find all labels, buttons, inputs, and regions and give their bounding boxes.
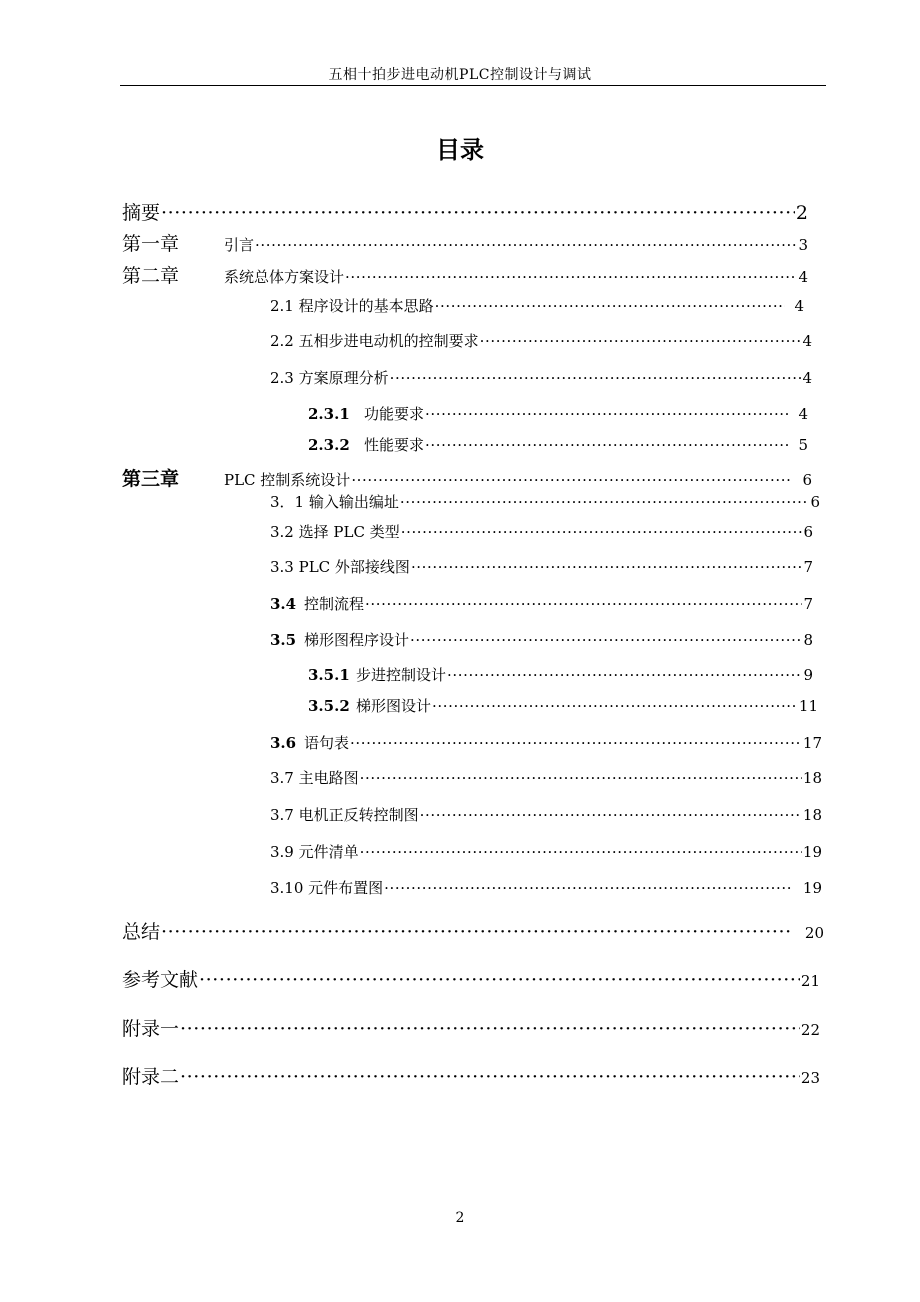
toc-entry-number: 第三章 [122,468,180,490]
toc-entry-appendix-2[interactable] [122,1062,820,1089]
toc-entry-label: 3.3 PLC 外部接线图 [270,558,410,576]
toc-entry-references[interactable] [122,965,820,992]
toc-entry-page: 7 [803,558,813,576]
toc-entry-3-4[interactable] [270,593,813,614]
toc-entry-2-3[interactable] [270,367,812,388]
toc-leader [350,734,802,752]
toc-entry-page: 4 [794,297,804,315]
toc-leader [432,697,798,715]
toc-entry-3-7-main-circuit[interactable] [270,767,822,788]
toc-leader [384,879,792,897]
toc-entry-label: 功能要求 [364,405,425,423]
toc-entry-page: 6 [810,493,820,511]
toc-entry-label: 3．1 输入输出编址 [270,493,399,511]
toc-leader [411,558,803,576]
toc-entry-number: 2.3.1 [308,405,350,423]
toc-entry-page: 23 [800,1069,820,1087]
toc-entry-2-2[interactable] [270,330,812,351]
toc-leader [360,843,802,861]
toc-entry-page: 2 [795,202,808,224]
toc-entry-page: 20 [804,924,824,942]
toc-leader [161,202,795,224]
toc-entry-appendix-1[interactable] [122,1014,820,1041]
toc-leader [180,1066,800,1088]
toc-entry-2-1[interactable] [270,295,804,316]
toc-entry-number: 3.5 [270,631,297,649]
toc-leader [390,369,802,387]
toc-entry-3-5[interactable] [270,629,813,650]
toc-entry-2-3-1[interactable] [308,403,808,424]
toc-leader [420,806,802,824]
toc-entry-label: 性能要求 [364,436,425,454]
toc-leader [360,769,802,787]
toc-entry-label: 系统总体方案设计 [224,268,345,286]
toc-leader [255,236,797,254]
toc-entry-page: 3 [798,236,808,254]
toc-entry-page: 19 [802,843,822,861]
toc-entry-label: 附录一 [122,1018,180,1040]
toc-leader [401,523,803,541]
toc-entry-3-2[interactable] [270,521,813,542]
toc-entry-3-1[interactable] [270,491,820,512]
toc-entry-3-6[interactable] [270,732,822,753]
toc-entry-page: 6 [803,523,813,541]
toc-entry-chapter-2[interactable] [122,261,808,288]
toc-leader [345,268,797,286]
toc-entry-page: 4 [802,369,812,387]
toc-leader [161,921,792,943]
toc-entry-abstract[interactable] [122,198,808,225]
toc-entry-label: 3.9 元件清单 [270,843,359,861]
toc-entry-3-5-2[interactable] [308,695,818,716]
toc-entry-page: 5 [798,436,808,454]
toc-entry-number: 2.3.2 [308,436,350,454]
toc-entry-chapter-1[interactable] [122,229,808,256]
toc-entry-page: 4 [802,332,812,350]
toc-entry-label: 3.2 选择 PLC 类型 [270,523,400,541]
toc-entry-label: 引言 [224,236,255,254]
toc-entry-chapter-3[interactable] [122,464,812,491]
toc-entry-label: 总结 [122,921,161,943]
toc-leader [365,595,802,613]
toc-entry-label: 语句表 [304,734,350,752]
toc-entry-page: 17 [802,734,822,752]
toc-entry-label: 附录二 [122,1066,180,1088]
toc-leader [435,297,786,315]
toc-entry-3-7-motor-control[interactable] [270,804,822,825]
toc-entry-page: 4 [798,405,808,423]
toc-entry-label: 2.3 方案原理分析 [270,369,389,387]
toc-entry-label: 2.1 程序设计的基本思路 [270,297,434,315]
toc-entry-page: 22 [800,1021,820,1039]
toc-entry-summary[interactable] [122,917,824,944]
toc-entry-label: 摘要 [122,202,161,224]
toc-leader [351,471,791,489]
toc-entry-label: 参考文献 [122,969,199,991]
toc-entry-page: 8 [803,631,813,649]
toc-entry-label: 梯形图设计 [356,697,432,715]
toc-entry-page: 9 [803,666,813,684]
toc-entry-number: 3.4 [270,595,297,613]
toc-leader [480,332,802,350]
toc-entry-2-3-2[interactable] [308,434,808,455]
toc-leader [400,493,810,511]
toc-leader [425,436,789,454]
toc-leader [199,969,800,991]
toc-entry-number: 第二章 [122,265,180,287]
toc-entry-label: 梯形图程序设计 [304,631,410,649]
toc-entry-page: 18 [802,769,822,787]
toc-entry-page: 7 [803,595,813,613]
toc-entry-label: 3.7 电机正反转控制图 [270,806,419,824]
toc-entry-page: 11 [798,697,818,715]
toc-entry-label: 控制流程 [304,595,365,613]
toc-entry-label: 2.2 五相步进电动机的控制要求 [270,332,479,350]
toc-leader [180,1018,800,1040]
header-rule [120,85,826,86]
toc-title: 目录 [436,135,484,164]
toc-entry-number: 3.5.2 [308,697,350,715]
toc-entry-3-3[interactable] [270,556,813,577]
running-header: 五相十拍步进电动机PLC控制设计与调试 [328,67,592,83]
toc-entry-label: 步进控制设计 [356,666,447,684]
toc-entry-number: 3.5.1 [308,666,350,684]
toc-entry-page: 21 [800,972,820,990]
page-number: 2 [455,1210,465,1226]
toc-entry-page: 6 [802,471,812,489]
toc-entry-page: 4 [798,268,808,286]
toc-entry-page: 18 [802,806,822,824]
toc-entry-3-5-1[interactable] [308,664,813,685]
toc-entry-page: 19 [802,879,822,897]
toc-entry-label: PLC 控制系统设计 [224,471,351,489]
toc-entry-number: 第一章 [122,233,180,255]
toc-entry-number: 3.6 [270,734,297,752]
toc-entry-label: 3.10 元件布置图 [270,879,384,897]
toc-entry-label: 3.7 主电路图 [270,769,359,787]
toc-entry-3-9[interactable] [270,841,822,862]
toc-entry-3-10[interactable] [270,877,822,898]
toc-leader [410,631,802,649]
toc-leader [425,405,789,423]
toc-leader [447,666,802,684]
